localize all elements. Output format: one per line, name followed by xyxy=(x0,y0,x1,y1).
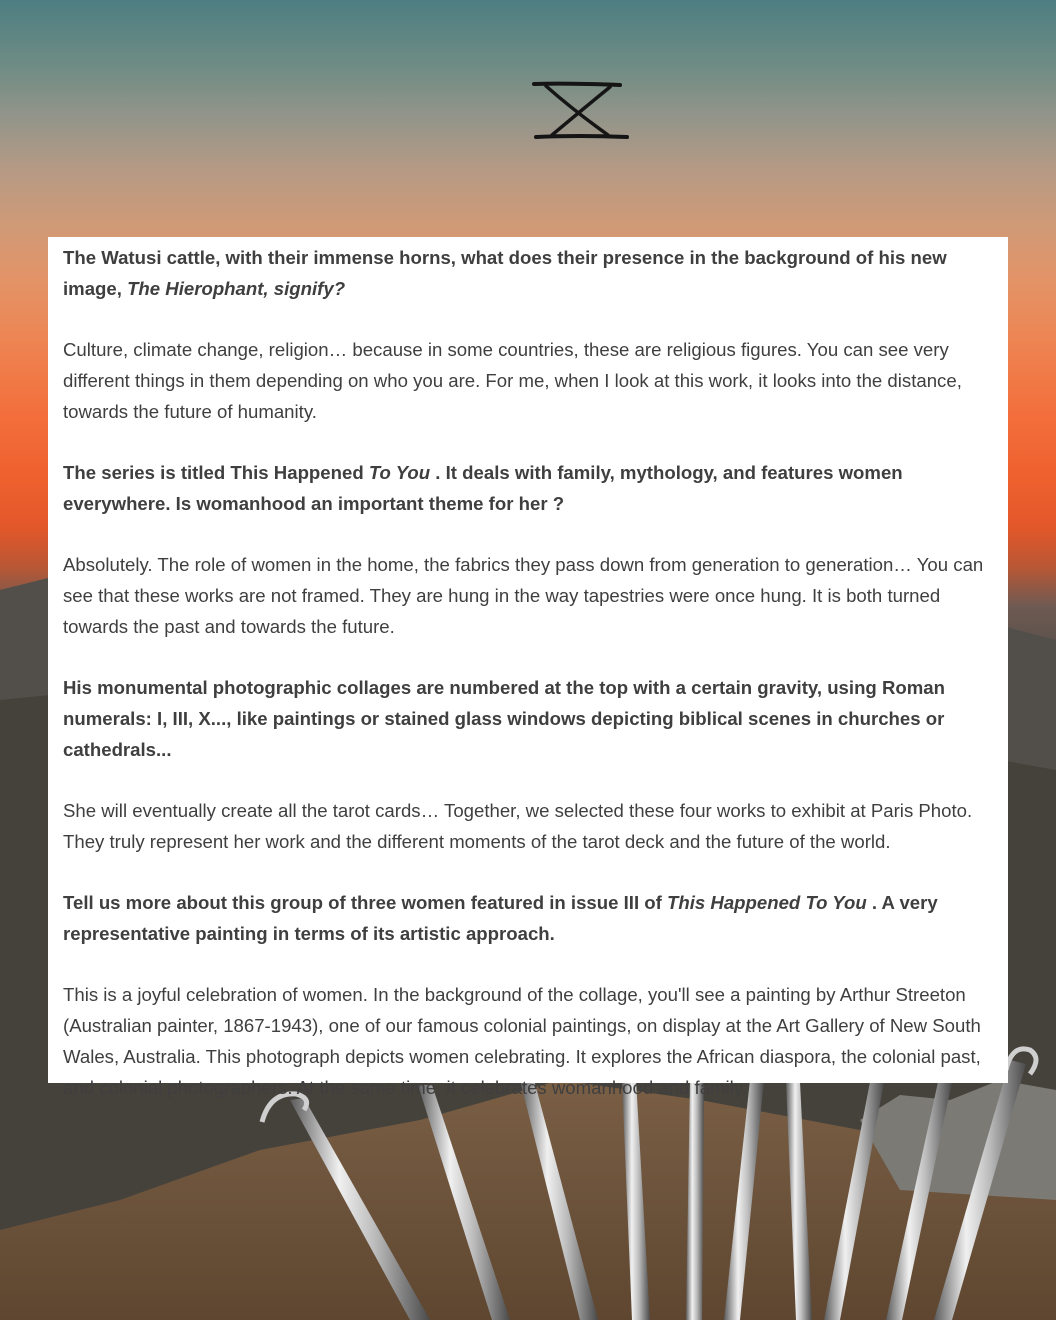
question-1-italic: The Hierophant, signify? xyxy=(127,278,346,299)
question-2 xyxy=(63,457,993,519)
answer-4: This is a joyful celebration of women. In the background of the collage, you'll see a painting by Arthur Streeton (Australian painter, 1867-1943), one of our famous colonial paintings, on display at the Art Gallery of New South Wales, Australia. This photograph depicts women celebrating. It explores the African diaspora, the colonial past, and colonial photographers. At the same time, it celebrates womanhood and family. xyxy=(63,984,981,1098)
question-4-after: . A very representative painting in terms of its artistic approach. xyxy=(63,892,938,944)
answer-1: Culture, climate change, religion… because in some countries, these are religious figures. You can see very different things in them depending on who you are. For me, when I look at this work, it looks into the distance, towards the future of humanity. xyxy=(63,339,962,422)
question-2-italic: To You xyxy=(368,462,431,483)
answer-3: She will eventually create all the tarot cards… Together, we selected these four works to exhibit at Paris Photo. They truly represent her work and the different moments of the tarot deck and the future of the world. xyxy=(63,800,973,852)
question-3: His monumental photographic collages are numbered at the top with a certain gravity, using Roman numerals: I, III, X..., like paintings or stained glass windows depicting biblical scenes in churches or cathedrals... xyxy=(63,677,945,760)
answer-2: Absolutely. The role of women in the home, the fabrics they pass down from generation to generation… You can see that these works are not framed. They are hung in the way tapestries were once hung. It is both turned towards the past and towards the future. xyxy=(63,554,984,637)
roman-numeral-x-icon xyxy=(528,78,632,144)
question-4-italic: This Happened To You xyxy=(667,892,867,913)
interview-text-card xyxy=(48,237,1008,1098)
question-2-after: . It deals with family, mythology, and features women everywhere. Is womanhood an important theme for her ? xyxy=(63,462,903,514)
question-1 xyxy=(63,242,993,304)
question-1-text: The Watusi cattle, with their immense horns, what does their presence in the background of his new image, xyxy=(63,247,947,299)
question-4-before: Tell us more about this group of three women featured in issue III of xyxy=(63,892,668,913)
question-2-before: The series is titled This Happened xyxy=(63,462,369,483)
question-4 xyxy=(63,887,993,949)
